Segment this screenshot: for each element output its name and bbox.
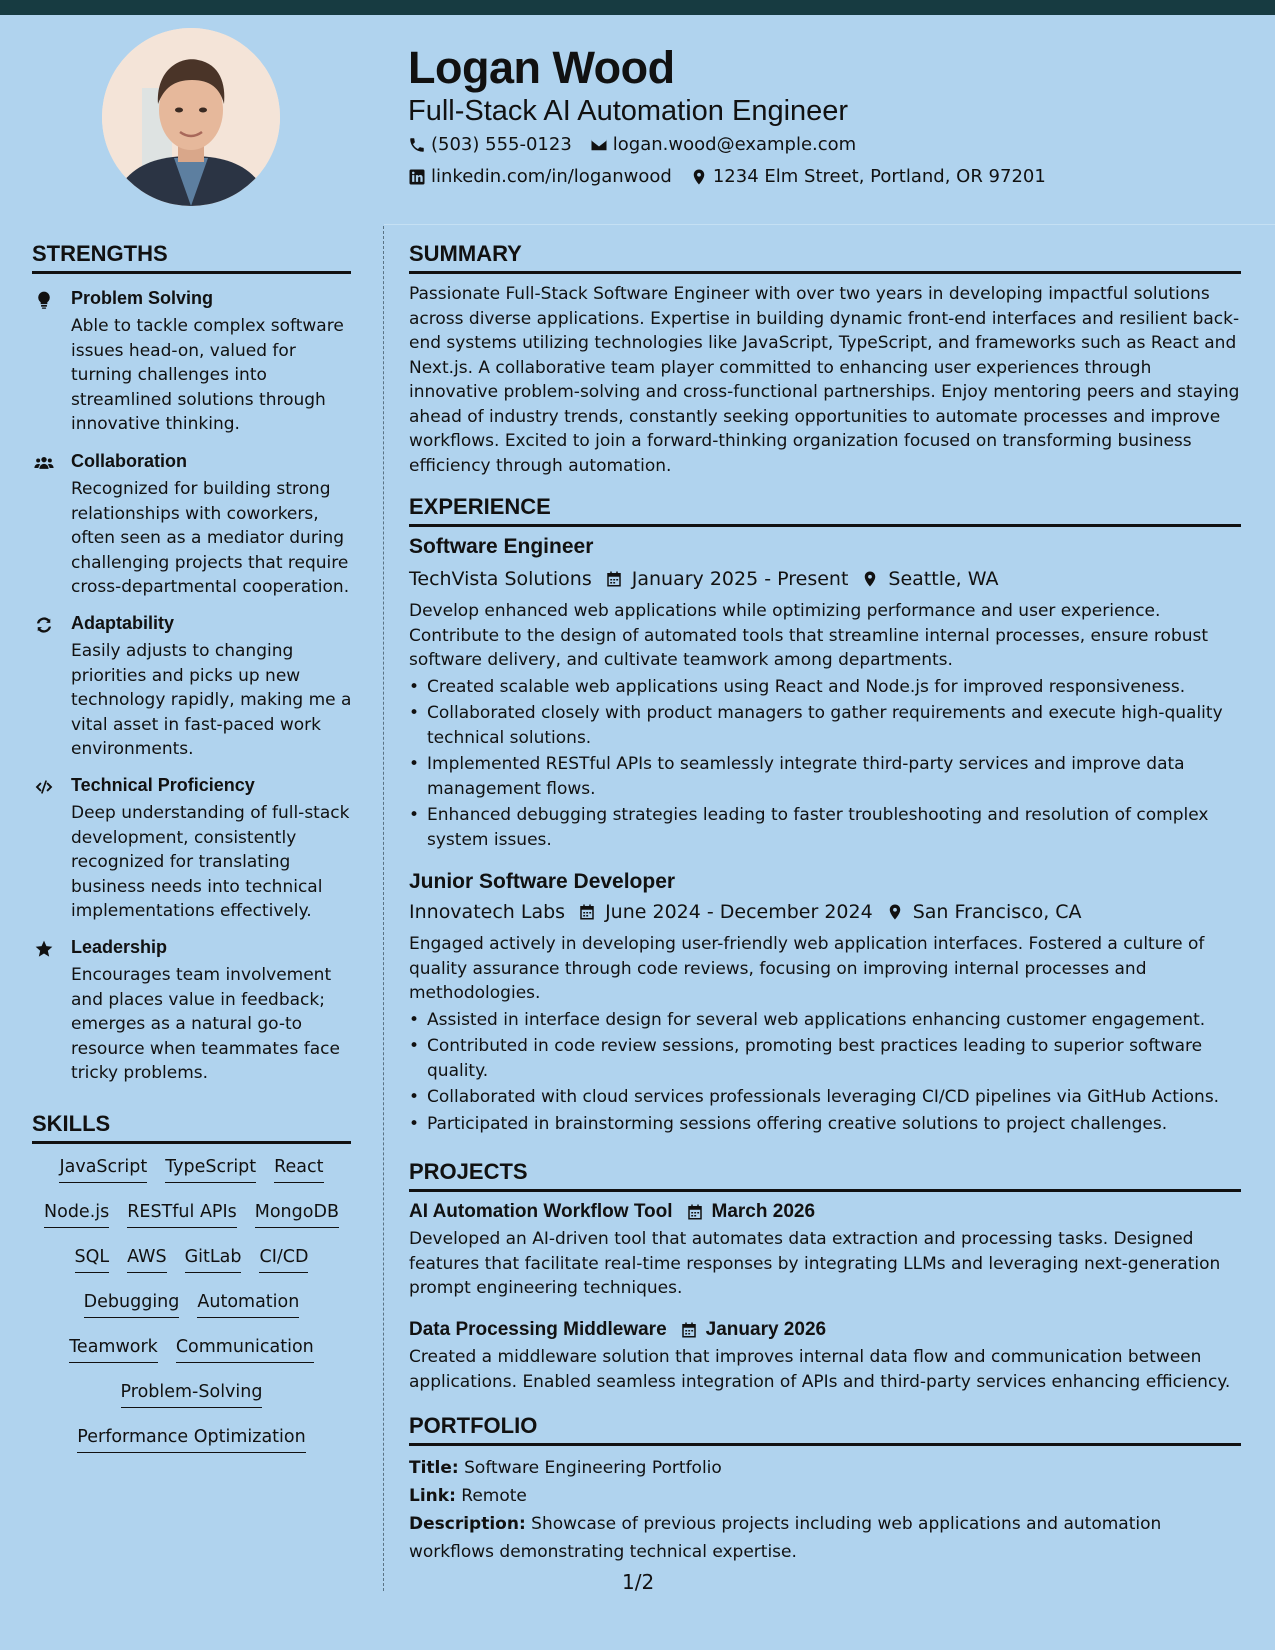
- experience-heading: EXPERIENCE: [409, 494, 1241, 527]
- candidate-name: Logan Wood: [408, 42, 675, 93]
- skill-tag: Problem-Solving: [121, 1380, 263, 1408]
- project-title: Data Processing Middleware: [409, 1319, 667, 1340]
- portfolio-link-label: Link:: [409, 1486, 456, 1506]
- project-title-row: [409, 1319, 1241, 1341]
- linkedin-contact[interactable]: [408, 166, 672, 187]
- job-bullets: [409, 675, 1241, 853]
- envelope-icon: [590, 136, 608, 154]
- skill-tag: Performance Optimization: [77, 1425, 305, 1453]
- portfolio-description-line: [409, 1510, 1241, 1566]
- top-accent-bar: [0, 0, 1275, 15]
- users-icon: [32, 453, 56, 473]
- map-pin-icon: [861, 569, 879, 589]
- portfolio-link-line: [409, 1482, 1241, 1510]
- job-entry: [409, 535, 1241, 854]
- skill-tag: SQL: [75, 1245, 110, 1273]
- list-item: • Enhanced debugging strategies leading to faster troubleshooting and resolution of complex system issues.: [409, 803, 1241, 852]
- profile-photo: [102, 28, 280, 206]
- skill-tag: Teamwork: [69, 1335, 158, 1363]
- portfolio-details: [409, 1454, 1241, 1566]
- list-item: • Collaborated with cloud services professionals leveraging CI/CD pipelines via GitHub Actions.: [409, 1085, 1241, 1110]
- map-pin-icon: [690, 168, 708, 186]
- strength-title: Technical Proficiency: [71, 775, 255, 795]
- job-dates: June 2024 - December 2024: [605, 901, 873, 923]
- strength-title: Problem Solving: [71, 288, 214, 308]
- email-contact[interactable]: [590, 134, 856, 155]
- job-location: Seattle, WA: [888, 568, 999, 590]
- skill-tag: RESTful APIs: [127, 1200, 237, 1228]
- strength-description: Recognized for building strong relationships with coworkers, often seen as a mediator during challenging projects that require cross-departmental cooperation.: [71, 479, 350, 597]
- list-item: • Collaborated closely with product managers to gather requirements and execute high-quality technical solutions.: [409, 701, 1241, 750]
- job-location: San Francisco, CA: [912, 901, 1082, 923]
- job-title: Software Engineer: [409, 535, 594, 558]
- strength-description: Encourages team involvement and places value in feedback; emerges as a natural go-to resource when teammates face tricky problems.: [71, 965, 340, 1083]
- street-address: 1234 Elm Street, Portland, OR 97201: [712, 166, 1046, 187]
- job-description: Engaged actively in developing user-friendly web application interfaces. Fostered a culture of quality assurance through code reviews, focusing on improving internal processes and methodologies.: [409, 934, 1205, 1003]
- job-title: Junior Software Developer: [409, 870, 676, 893]
- strength-title: Adaptability: [71, 613, 175, 633]
- job-bullets: [409, 1008, 1241, 1137]
- map-pin-icon: [886, 902, 904, 922]
- phone-contact: [408, 134, 572, 155]
- lightbulb-icon: [32, 290, 56, 310]
- job-meta: [409, 898, 1241, 926]
- job-entry: [409, 870, 1241, 1138]
- company-name: TechVista Solutions: [409, 568, 592, 590]
- project-entry: [409, 1319, 1241, 1394]
- job-description: Develop enhanced web applications while optimizing performance and user experience. Contribute to the design of automated tools that streamline internal processes, ensure robust software delivery, and cultivate teamwork among departments.: [409, 601, 1208, 670]
- candidate-headline: Full-Stack AI Automation Engineer: [408, 95, 849, 127]
- portfolio-description-value: Showcase of previous projects including web applications and automation workflows demonstrating technical expertise.: [409, 1514, 1162, 1562]
- project-title-row: [409, 1201, 1241, 1223]
- project-description: Developed an AI-driven tool that automates data extraction and processing tasks. Designed features that facilitate real-time responses by integrating LLMs and leveraging next-generation prompt engineering techniques.: [409, 1229, 1221, 1298]
- contact-row-2: [408, 166, 1064, 187]
- linkedin-icon: [408, 168, 426, 186]
- strength-title: Collaboration: [71, 451, 187, 471]
- summary-text: Passionate Full-Stack Software Engineer with over two years in developing impactful solutions across diverse applications. Expertise in building dynamic front-end interfaces and resilient back-end systems utilizing technologies like JavaScript, TypeScript, and frameworks such as React and Next.js. A collaborative team player committed to enhancing user experiences through innovative problem-solving and cross-functional partnerships. Enjoy mentoring peers and staying ahead of industry trends, constantly seeking opportunities to automate processes and improve workflows. Excited to join a forward-thinking organization focused on transforming business efficiency through automation.: [409, 284, 1240, 476]
- calendar-icon: [605, 569, 623, 589]
- job-meta: [409, 565, 1241, 593]
- phone-icon: [408, 136, 426, 154]
- strength-description: Easily adjusts to changing priorities and picks up new technology rapidly, making me a vital asset in fast-paced work environments.: [71, 641, 352, 759]
- skill-tag: Communication: [176, 1335, 314, 1363]
- portfolio-link-value: Remote: [461, 1486, 527, 1506]
- portfolio-description-label: Description:: [409, 1514, 526, 1534]
- code-icon: [32, 777, 56, 797]
- list-item: • Created scalable web applications using React and Node.js for improved responsiveness.: [409, 675, 1241, 700]
- project-entry: [409, 1201, 1241, 1301]
- portfolio-title-label: Title:: [409, 1458, 459, 1478]
- portfolio-title-line: [409, 1454, 1241, 1482]
- skill-tag: MongoDB: [255, 1200, 339, 1228]
- skill-tag: Node.js: [44, 1200, 109, 1228]
- strength-title: Leadership: [71, 937, 168, 957]
- portfolio-heading: PORTFOLIO: [409, 1413, 1241, 1446]
- linkedin-url[interactable]: linkedin.com/in/loganwood: [431, 166, 672, 187]
- skills-heading: SKILLS: [32, 1111, 351, 1144]
- skill-tag: React: [274, 1155, 323, 1183]
- projects-heading: PROJECTS: [409, 1159, 1241, 1192]
- portfolio-title-value: Software Engineering Portfolio: [464, 1458, 722, 1478]
- calendar-icon: [686, 1202, 704, 1222]
- email-address[interactable]: logan.wood@example.com: [612, 134, 857, 155]
- calendar-icon: [680, 1320, 698, 1340]
- project-description: Created a middleware solution that improves internal data flow and communication between applications. Enabled seamless integration of APIs and third-party services enhancing efficiency.: [409, 1347, 1231, 1392]
- page-number: 1/2: [622, 1570, 655, 1594]
- strength-description: Able to tackle complex software issues head-on, valued for turning challenges into streamlined solutions through innovative thinking.: [71, 316, 344, 434]
- column-divider: [383, 226, 384, 1591]
- phone-number: (503) 555-0123: [431, 134, 572, 155]
- project-title: AI Automation Workflow Tool: [409, 1201, 673, 1222]
- skill-tag: TypeScript: [165, 1155, 256, 1183]
- contact-row-1: [408, 134, 874, 155]
- list-item: • Contributed in code review sessions, promoting best practices leading to superior software quality.: [409, 1034, 1241, 1083]
- skill-tag: GitLab: [185, 1245, 242, 1273]
- list-item: • Implemented RESTful APIs to seamlessly integrate third-party services and improve data management flows.: [409, 752, 1241, 801]
- skill-tag: AWS: [127, 1245, 166, 1273]
- calendar-icon: [578, 902, 596, 922]
- strengths-heading: STRENGTHS: [32, 241, 351, 274]
- project-date: January 2026: [705, 1319, 827, 1340]
- job-dates: January 2025 - Present: [631, 568, 849, 590]
- address-contact: [690, 166, 1046, 187]
- skill-tag: Automation: [197, 1290, 299, 1318]
- list-item: • Participated in brainstorming sessions offering creative solutions to project challenges.: [409, 1112, 1241, 1137]
- star-icon: [32, 939, 56, 959]
- company-name: Innovatech Labs: [409, 901, 566, 923]
- skill-tag: CI/CD: [259, 1245, 308, 1273]
- skills-list: [32, 1155, 351, 1470]
- strength-description: Deep understanding of full-stack development, consistently recognized for translating business needs into technical implementations effectively.: [71, 803, 350, 921]
- skill-tag: JavaScript: [59, 1155, 147, 1183]
- skill-tag: Debugging: [84, 1290, 180, 1318]
- summary-heading: SUMMARY: [409, 241, 1241, 274]
- project-date: March 2026: [711, 1201, 816, 1222]
- header-divider: [384, 224, 1275, 225]
- refresh-icon: [32, 615, 56, 635]
- list-item: • Assisted in interface design for several web applications enhancing customer engagement.: [409, 1008, 1241, 1033]
